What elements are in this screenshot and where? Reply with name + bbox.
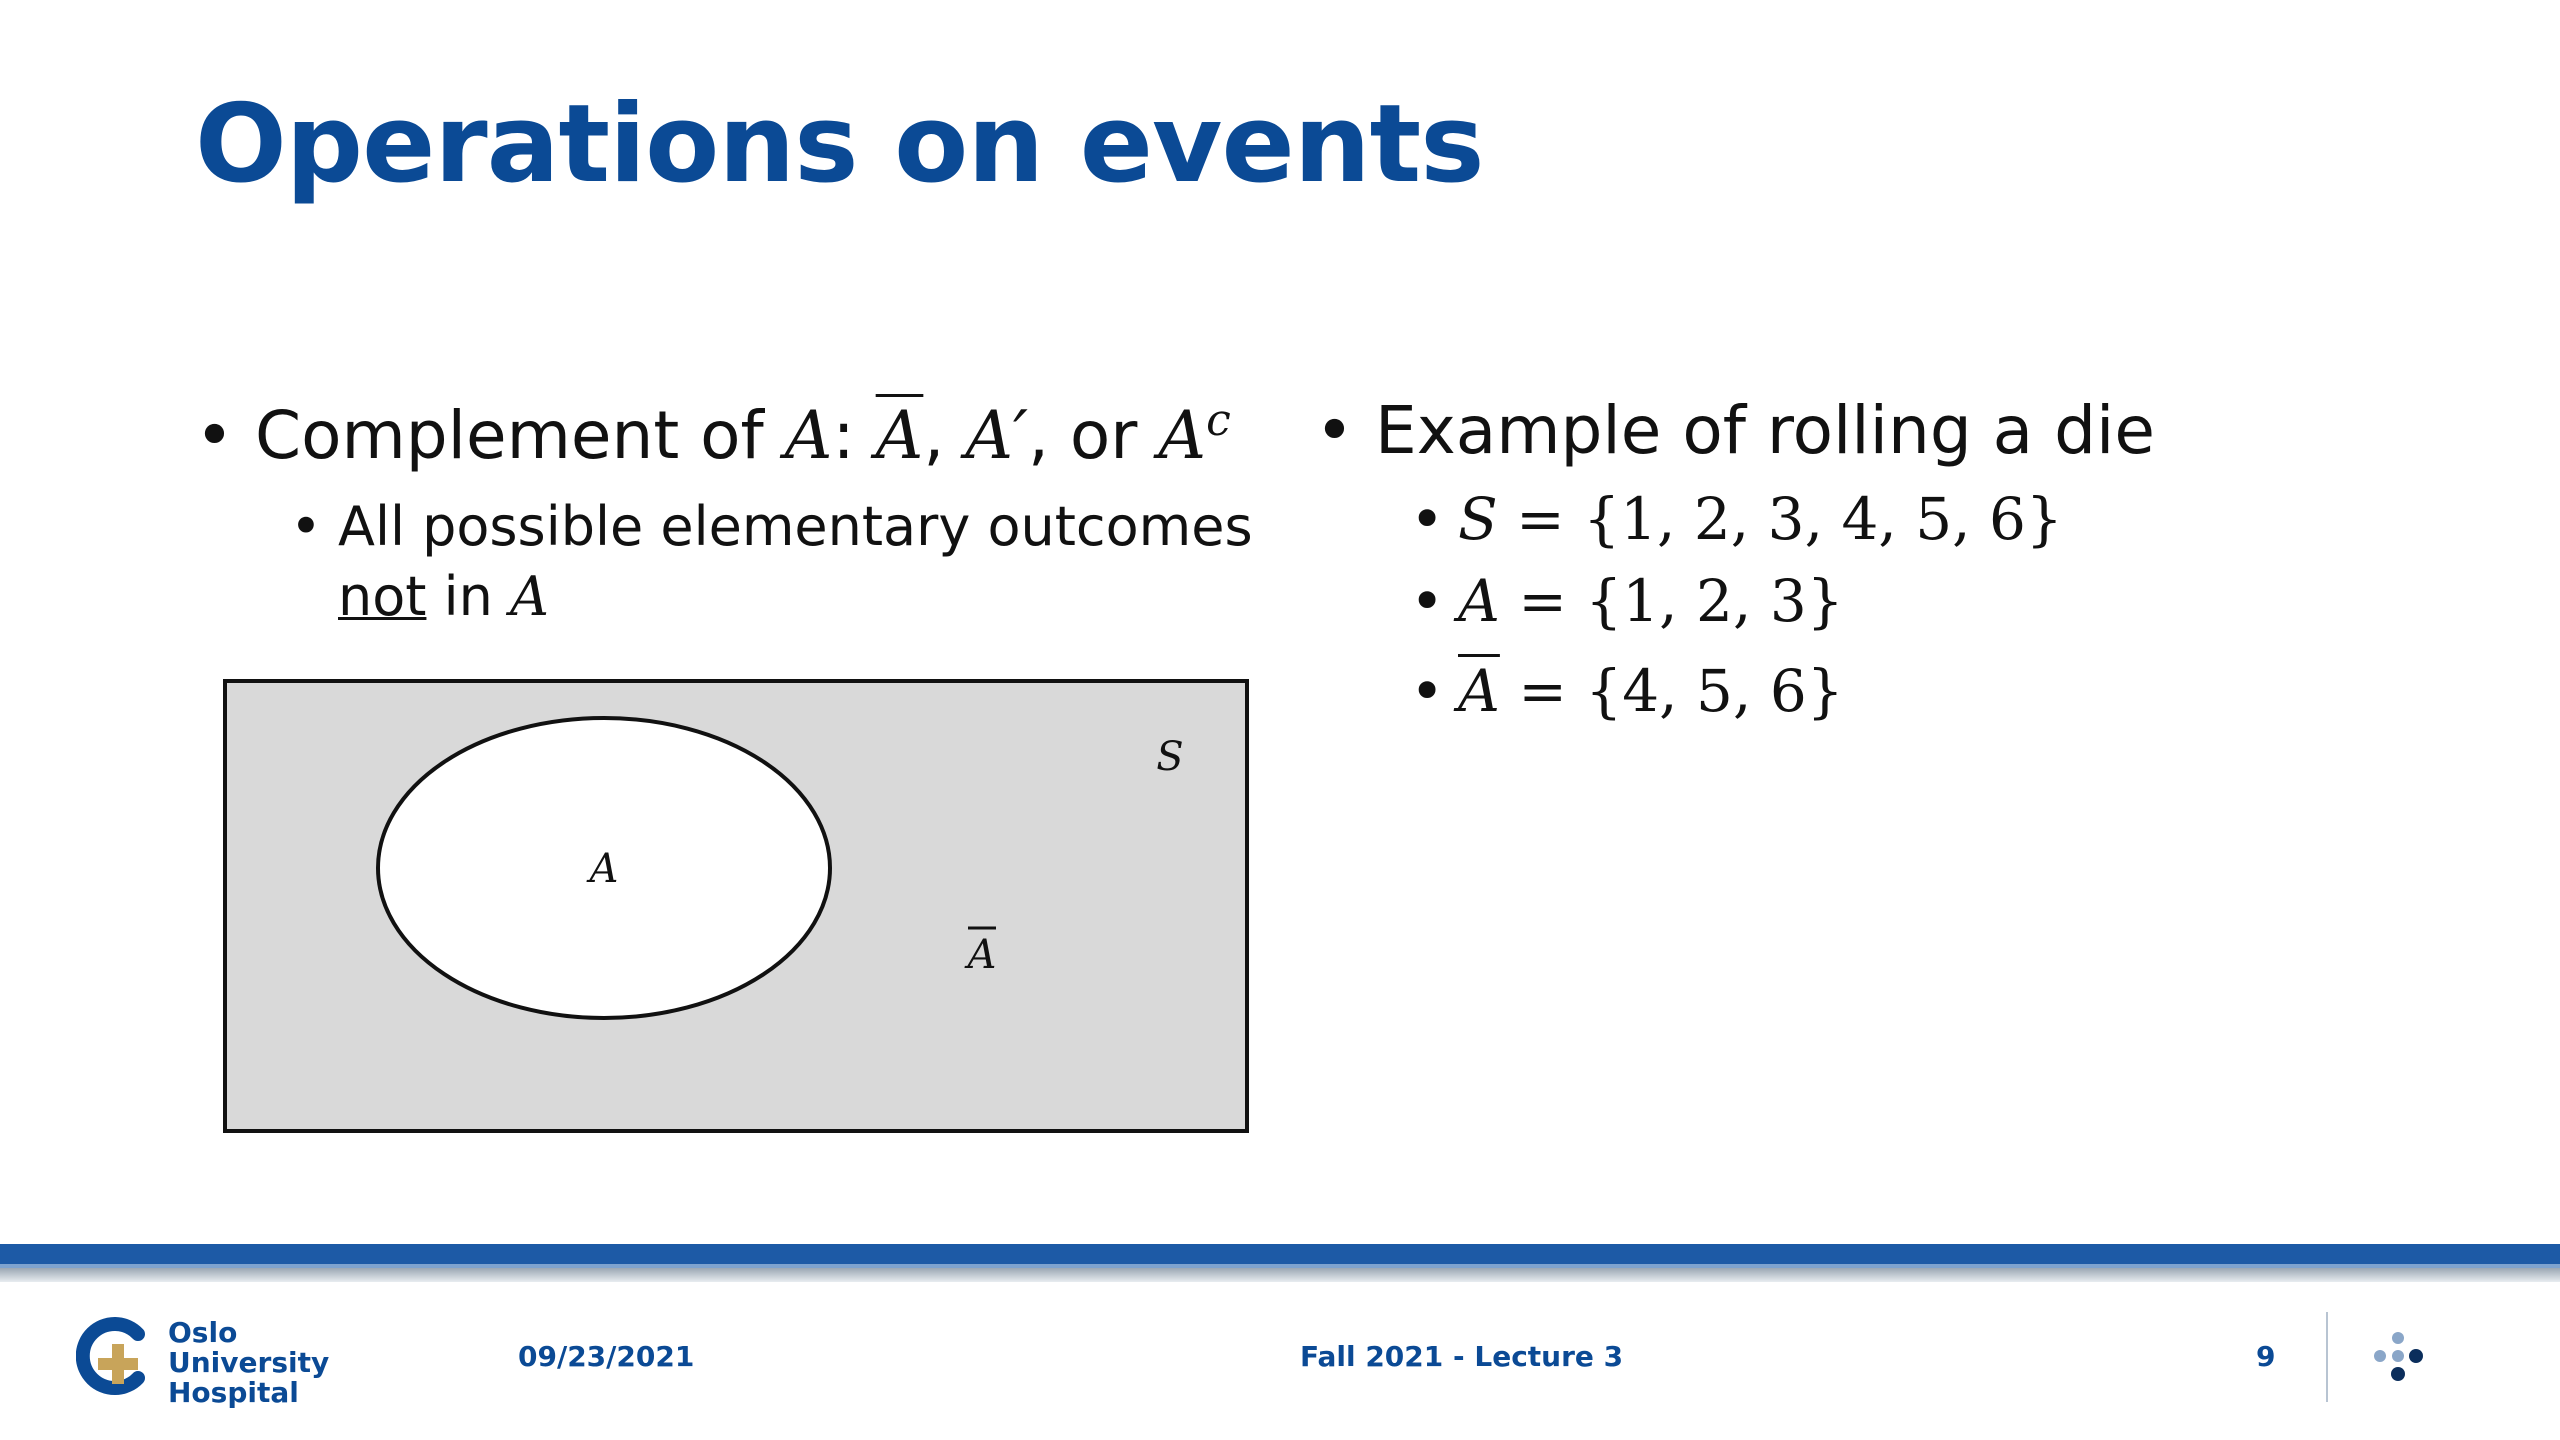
venn-label-S: S xyxy=(1156,734,1184,780)
math-A: A xyxy=(784,397,833,474)
bullet-die-example xyxy=(1315,392,2155,469)
venn-label-A-bar: A xyxy=(967,932,997,978)
bullet-dot: • xyxy=(1410,657,1445,725)
org-line2: University Hospital xyxy=(168,1346,330,1409)
sep-or-text: , or xyxy=(1027,397,1159,474)
bullet-dot: • xyxy=(1410,485,1445,553)
footer-band-dark xyxy=(0,1244,2560,1264)
org-line1: Oslo xyxy=(168,1316,238,1349)
slide-title: Operations on events xyxy=(195,82,1484,207)
die-item-A-bar xyxy=(1410,656,1844,726)
math-A-bar: $\overline{A}$ xyxy=(1458,657,1500,725)
colon-text: : xyxy=(832,397,876,474)
math-A-prime: A′ xyxy=(965,397,1028,474)
sub-bullet-line1: All possible elementary outcomes xyxy=(338,495,1253,558)
equals: = xyxy=(1499,657,1586,725)
footer-date: 09/23/2021 xyxy=(518,1340,695,1373)
underlined-not: not xyxy=(338,565,427,628)
math-A: A xyxy=(1458,567,1500,635)
set-A: {1, 2, 3} xyxy=(1585,567,1844,635)
venn-diagram xyxy=(222,678,1250,1134)
dots-cross-icon xyxy=(2368,1326,2428,1386)
die-item-S xyxy=(1410,484,2063,554)
math-A-c-base: A xyxy=(1158,397,1207,474)
footer-divider xyxy=(2326,1312,2328,1402)
venn-label-A: A xyxy=(589,846,619,892)
org-name xyxy=(168,1318,436,1408)
sub-bullet-outcomes xyxy=(290,492,1253,632)
set-A-bar: {4, 5, 6} xyxy=(1585,657,1844,725)
sub-bullet-in: in xyxy=(426,565,510,628)
footer-course: Fall 2021 - Lecture 3 xyxy=(1300,1340,1624,1373)
math-c-superscript: c xyxy=(1206,395,1231,446)
bullet-dot: • xyxy=(195,397,234,474)
set-S: {1, 2, 3, 4, 5, 6} xyxy=(1583,485,2063,553)
footer-band-shadow xyxy=(0,1268,2560,1282)
math-A-bar: $\overline{A}$ xyxy=(875,397,924,474)
math-S: S xyxy=(1458,485,1498,553)
footer-page-number: 9 xyxy=(2256,1340,2276,1373)
footer-band xyxy=(0,1244,2560,1286)
bullet-dot: • xyxy=(1315,392,1354,469)
bullet-complement xyxy=(195,395,1231,474)
die-item-A xyxy=(1410,566,1844,636)
sep-text: , xyxy=(923,397,966,474)
math-A: A xyxy=(510,565,549,628)
oslo-university-hospital-logo-icon xyxy=(76,1316,156,1396)
bullet-text: Complement of xyxy=(255,397,785,474)
bullet-dot: • xyxy=(290,495,322,558)
equals: = xyxy=(1497,485,1584,553)
bullet-text: Example of rolling a die xyxy=(1375,392,2155,469)
bullet-dot: • xyxy=(1410,567,1445,635)
footer-logo xyxy=(76,1316,436,1409)
equals: = xyxy=(1499,567,1586,635)
